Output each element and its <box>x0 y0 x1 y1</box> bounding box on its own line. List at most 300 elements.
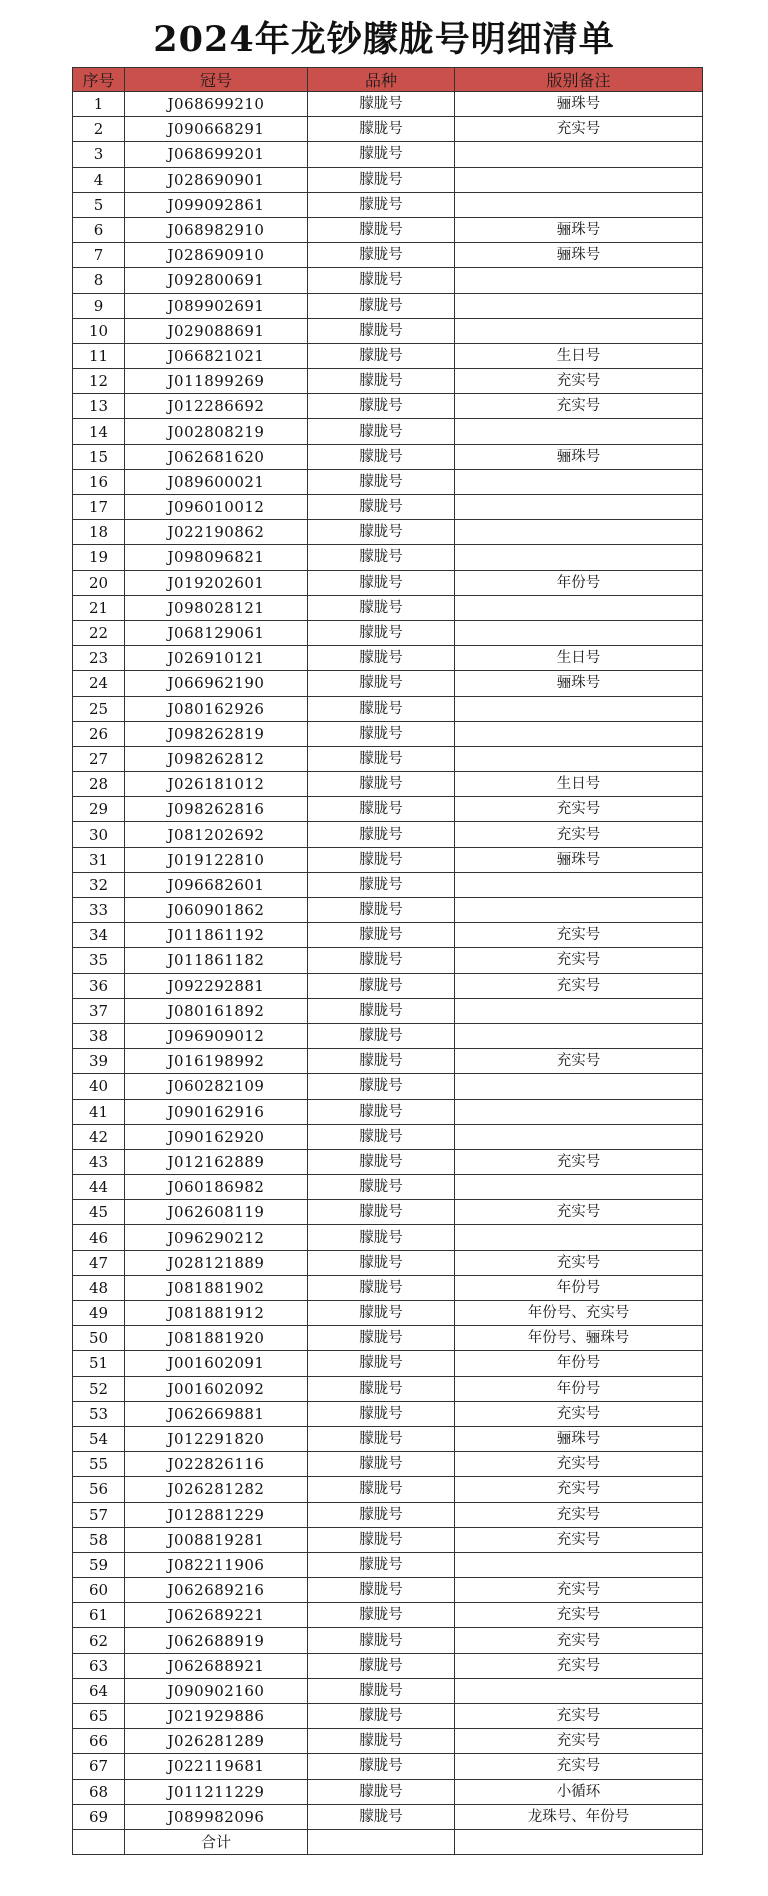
cell-variety: 朦胧号 <box>308 1452 455 1477</box>
cell-code: J090162920 <box>125 1124 308 1149</box>
cell-variety: 朦胧号 <box>308 1552 455 1577</box>
cell-code: J026910121 <box>125 646 308 671</box>
cell-serial: 36 <box>73 973 125 998</box>
cell-note <box>455 142 703 167</box>
cell-note: 充实号 <box>455 1578 703 1603</box>
cell-serial: 28 <box>73 772 125 797</box>
table-row <box>73 1225 703 1250</box>
cell-variety: 朦胧号 <box>308 343 455 368</box>
cell-note: 充实号 <box>455 1527 703 1552</box>
cell-variety: 朦胧号 <box>308 1754 455 1779</box>
cell-variety: 朦胧号 <box>308 419 455 444</box>
cell-note: 充实号 <box>455 1704 703 1729</box>
cell-code: J062608119 <box>125 1200 308 1225</box>
cell-serial: 24 <box>73 671 125 696</box>
cell-serial: 58 <box>73 1527 125 1552</box>
table-row <box>73 117 703 142</box>
page-title: 2024年龙钞朦胧号明细清单 <box>153 19 615 60</box>
cell-serial: 40 <box>73 1074 125 1099</box>
table-row <box>73 1250 703 1275</box>
cell-note: 骊珠号 <box>455 671 703 696</box>
cell-note <box>455 1225 703 1250</box>
cell-serial: 53 <box>73 1401 125 1426</box>
cell-serial: 9 <box>73 293 125 318</box>
cell-serial: 21 <box>73 595 125 620</box>
table-row <box>73 469 703 494</box>
table-row <box>73 1074 703 1099</box>
cell-variety: 朦胧号 <box>308 192 455 217</box>
table-row <box>73 520 703 545</box>
table-row <box>73 1401 703 1426</box>
cell-serial: 11 <box>73 343 125 368</box>
cell-variety: 朦胧号 <box>308 772 455 797</box>
cell-code: J089982096 <box>125 1804 308 1829</box>
cell-serial: 47 <box>73 1250 125 1275</box>
cell-variety: 朦胧号 <box>308 1049 455 1074</box>
cell-note: 骊珠号 <box>455 243 703 268</box>
cell-variety: 朦胧号 <box>308 1578 455 1603</box>
cell-code: J011899269 <box>125 369 308 394</box>
cell-code: J098028121 <box>125 595 308 620</box>
table-row <box>73 847 703 872</box>
cell-serial: 12 <box>73 369 125 394</box>
cell-serial: 62 <box>73 1628 125 1653</box>
cell-note: 生日号 <box>455 343 703 368</box>
cell-note <box>455 1552 703 1577</box>
cell-serial: 29 <box>73 797 125 822</box>
total-label: 合计 <box>125 1829 308 1854</box>
cell-note <box>455 1023 703 1048</box>
table-row <box>73 243 703 268</box>
cell-variety: 朦胧号 <box>308 268 455 293</box>
cell-code: J011211229 <box>125 1779 308 1804</box>
cell-code: J028690910 <box>125 243 308 268</box>
cell-serial: 6 <box>73 217 125 242</box>
total-variety-cell <box>308 1829 455 1854</box>
cell-variety: 朦胧号 <box>308 520 455 545</box>
cell-note: 年份号、骊珠号 <box>455 1326 703 1351</box>
cell-serial: 44 <box>73 1175 125 1200</box>
cell-variety: 朦胧号 <box>308 671 455 696</box>
cell-code: J062688919 <box>125 1628 308 1653</box>
cell-code: J082211906 <box>125 1552 308 1577</box>
table-row <box>73 872 703 897</box>
table-row <box>73 998 703 1023</box>
table-row <box>73 167 703 192</box>
total-note-cell <box>455 1829 703 1854</box>
table-row <box>73 268 703 293</box>
cell-variety: 朦胧号 <box>308 117 455 142</box>
cell-variety: 朦胧号 <box>308 898 455 923</box>
cell-serial: 33 <box>73 898 125 923</box>
cell-code: J090162916 <box>125 1099 308 1124</box>
cell-serial: 67 <box>73 1754 125 1779</box>
cell-code: J001602092 <box>125 1376 308 1401</box>
cell-code: J081881902 <box>125 1275 308 1300</box>
cell-variety: 朦胧号 <box>308 1603 455 1628</box>
cell-note <box>455 1099 703 1124</box>
table-row <box>73 948 703 973</box>
cell-variety: 朦胧号 <box>308 797 455 822</box>
table-row <box>73 1023 703 1048</box>
cell-variety: 朦胧号 <box>308 1729 455 1754</box>
cell-variety: 朦胧号 <box>308 1074 455 1099</box>
cell-code: J062669881 <box>125 1401 308 1426</box>
cell-variety: 朦胧号 <box>308 1653 455 1678</box>
cell-note: 充实号 <box>455 394 703 419</box>
cell-code: J068982910 <box>125 217 308 242</box>
cell-serial: 5 <box>73 192 125 217</box>
cell-variety: 朦胧号 <box>308 293 455 318</box>
table-row <box>73 1099 703 1124</box>
cell-serial: 46 <box>73 1225 125 1250</box>
table-row <box>73 595 703 620</box>
cell-note: 年份号 <box>455 1275 703 1300</box>
cell-variety: 朦胧号 <box>308 1200 455 1225</box>
cell-code: J026281282 <box>125 1477 308 1502</box>
cell-code: J098262812 <box>125 746 308 771</box>
cell-note <box>455 293 703 318</box>
cell-code: J090902160 <box>125 1678 308 1703</box>
table-row <box>73 1426 703 1451</box>
cell-variety: 朦胧号 <box>308 1250 455 1275</box>
cell-code: J029088691 <box>125 318 308 343</box>
cell-serial: 2 <box>73 117 125 142</box>
cell-serial: 55 <box>73 1452 125 1477</box>
cell-serial: 56 <box>73 1477 125 1502</box>
cell-code: J012881229 <box>125 1502 308 1527</box>
total-row <box>73 1829 703 1854</box>
table-body <box>73 92 703 1830</box>
table-row <box>73 394 703 419</box>
cell-note: 充实号 <box>455 117 703 142</box>
table-row <box>73 1754 703 1779</box>
cell-variety: 朦胧号 <box>308 1628 455 1653</box>
cell-serial: 8 <box>73 268 125 293</box>
cell-code: J099092861 <box>125 192 308 217</box>
table-row <box>73 1804 703 1829</box>
cell-note <box>455 620 703 645</box>
cell-note: 充实号 <box>455 1653 703 1678</box>
cell-note: 骊珠号 <box>455 217 703 242</box>
table-row <box>73 1527 703 1552</box>
cell-note: 充实号 <box>455 1049 703 1074</box>
cell-note: 小循环 <box>455 1779 703 1804</box>
cell-variety: 朦胧号 <box>308 318 455 343</box>
cell-serial: 4 <box>73 167 125 192</box>
table-row <box>73 620 703 645</box>
cell-variety: 朦胧号 <box>308 620 455 645</box>
cell-serial: 15 <box>73 444 125 469</box>
cell-variety: 朦胧号 <box>308 973 455 998</box>
cell-code: J081202692 <box>125 822 308 847</box>
cell-variety: 朦胧号 <box>308 822 455 847</box>
table-row <box>73 92 703 117</box>
table-row <box>73 192 703 217</box>
cell-note: 骊珠号 <box>455 1426 703 1451</box>
cell-code: J016198992 <box>125 1049 308 1074</box>
table-row <box>73 1124 703 1149</box>
cell-code: J092800691 <box>125 268 308 293</box>
cell-code: J096909012 <box>125 1023 308 1048</box>
table-row <box>73 1376 703 1401</box>
cell-variety: 朦胧号 <box>308 1678 455 1703</box>
cell-code: J012162889 <box>125 1149 308 1174</box>
cell-note <box>455 545 703 570</box>
cell-variety: 朦胧号 <box>308 1804 455 1829</box>
cell-variety: 朦胧号 <box>308 243 455 268</box>
cell-code: J008819281 <box>125 1527 308 1552</box>
cell-note: 年份号 <box>455 1351 703 1376</box>
cell-code: J081881920 <box>125 1326 308 1351</box>
header-serial: 序号 <box>73 68 125 92</box>
cell-serial: 25 <box>73 696 125 721</box>
cell-note <box>455 192 703 217</box>
cell-serial: 49 <box>73 1301 125 1326</box>
cell-serial: 27 <box>73 746 125 771</box>
table-row <box>73 1275 703 1300</box>
cell-variety: 朦胧号 <box>308 1023 455 1048</box>
table-row <box>73 721 703 746</box>
cell-note: 生日号 <box>455 772 703 797</box>
cell-note: 年份号 <box>455 570 703 595</box>
cell-variety: 朦胧号 <box>308 847 455 872</box>
cell-serial: 16 <box>73 469 125 494</box>
cell-variety: 朦胧号 <box>308 1779 455 1804</box>
cell-serial: 3 <box>73 142 125 167</box>
cell-note <box>455 595 703 620</box>
cell-note: 骊珠号 <box>455 444 703 469</box>
cell-serial: 7 <box>73 243 125 268</box>
cell-variety: 朦胧号 <box>308 1502 455 1527</box>
cell-variety: 朦胧号 <box>308 444 455 469</box>
cell-note <box>455 419 703 444</box>
cell-serial: 31 <box>73 847 125 872</box>
cell-serial: 52 <box>73 1376 125 1401</box>
cell-code: J098262816 <box>125 797 308 822</box>
table-row <box>73 1578 703 1603</box>
table-row <box>73 545 703 570</box>
cell-code: J060282109 <box>125 1074 308 1099</box>
cell-variety: 朦胧号 <box>308 872 455 897</box>
cell-code: J012286692 <box>125 394 308 419</box>
table-row <box>73 343 703 368</box>
cell-serial: 68 <box>73 1779 125 1804</box>
cell-note: 充实号 <box>455 1628 703 1653</box>
cell-note: 充实号 <box>455 1452 703 1477</box>
table-row <box>73 898 703 923</box>
cell-serial: 41 <box>73 1099 125 1124</box>
cell-variety: 朦胧号 <box>308 1149 455 1174</box>
cell-variety: 朦胧号 <box>308 92 455 117</box>
total-serial-cell <box>73 1829 125 1854</box>
cell-note: 充实号 <box>455 1502 703 1527</box>
table-row <box>73 797 703 822</box>
cell-note <box>455 1124 703 1149</box>
table-row <box>73 369 703 394</box>
cell-code: J028690901 <box>125 167 308 192</box>
cell-code: J026281289 <box>125 1729 308 1754</box>
cell-code: J022190862 <box>125 520 308 545</box>
table-row <box>73 495 703 520</box>
cell-variety: 朦胧号 <box>308 1376 455 1401</box>
cell-serial: 39 <box>73 1049 125 1074</box>
cell-variety: 朦胧号 <box>308 1351 455 1376</box>
cell-serial: 65 <box>73 1704 125 1729</box>
cell-variety: 朦胧号 <box>308 469 455 494</box>
cell-serial: 42 <box>73 1124 125 1149</box>
cell-serial: 18 <box>73 520 125 545</box>
cell-note: 充实号 <box>455 369 703 394</box>
cell-variety: 朦胧号 <box>308 217 455 242</box>
cell-variety: 朦胧号 <box>308 1099 455 1124</box>
table-row <box>73 1452 703 1477</box>
table-row <box>73 444 703 469</box>
table-row <box>73 293 703 318</box>
cell-note <box>455 721 703 746</box>
table-row <box>73 746 703 771</box>
table-row <box>73 1628 703 1653</box>
cell-variety: 朦胧号 <box>308 1326 455 1351</box>
table-row <box>73 1175 703 1200</box>
cell-code: J080161892 <box>125 998 308 1023</box>
cell-code: J011861192 <box>125 923 308 948</box>
cell-variety: 朦胧号 <box>308 948 455 973</box>
cell-variety: 朦胧号 <box>308 394 455 419</box>
cell-variety: 朦胧号 <box>308 1225 455 1250</box>
cell-code: J062688921 <box>125 1653 308 1678</box>
cell-note: 充实号 <box>455 797 703 822</box>
cell-note <box>455 898 703 923</box>
cell-code: J026181012 <box>125 772 308 797</box>
cell-code: J090668291 <box>125 117 308 142</box>
cell-code: J096682601 <box>125 872 308 897</box>
cell-note: 充实号 <box>455 973 703 998</box>
cell-serial: 19 <box>73 545 125 570</box>
cell-serial: 1 <box>73 92 125 117</box>
cell-variety: 朦胧号 <box>308 545 455 570</box>
cell-code: J068699210 <box>125 92 308 117</box>
cell-variety: 朦胧号 <box>308 595 455 620</box>
cell-variety: 朦胧号 <box>308 495 455 520</box>
cell-note <box>455 167 703 192</box>
cell-note: 充实号 <box>455 923 703 948</box>
cell-code: J062681620 <box>125 444 308 469</box>
table-row <box>73 1552 703 1577</box>
cell-note: 充实号 <box>455 948 703 973</box>
cell-variety: 朦胧号 <box>308 1527 455 1552</box>
cell-serial: 17 <box>73 495 125 520</box>
header-note: 版别备注 <box>455 68 703 92</box>
cell-note: 充实号 <box>455 1401 703 1426</box>
cell-serial: 35 <box>73 948 125 973</box>
table-row <box>73 217 703 242</box>
table-row <box>73 1502 703 1527</box>
table-row <box>73 772 703 797</box>
table-row <box>73 318 703 343</box>
table-row <box>73 1729 703 1754</box>
cell-code: J092292881 <box>125 973 308 998</box>
cell-serial: 32 <box>73 872 125 897</box>
cell-variety: 朦胧号 <box>308 1124 455 1149</box>
cell-code: J019202601 <box>125 570 308 595</box>
table-row <box>73 1200 703 1225</box>
cell-note: 充实号 <box>455 1603 703 1628</box>
cell-code: J022119681 <box>125 1754 308 1779</box>
cell-note <box>455 998 703 1023</box>
cell-serial: 54 <box>73 1426 125 1451</box>
cell-note: 龙珠号、年份号 <box>455 1804 703 1829</box>
cell-note <box>455 495 703 520</box>
cell-note <box>455 746 703 771</box>
cell-serial: 14 <box>73 419 125 444</box>
cell-code: J096010012 <box>125 495 308 520</box>
table-row <box>73 646 703 671</box>
cell-code: J098096821 <box>125 545 308 570</box>
cell-code: J021929886 <box>125 1704 308 1729</box>
cell-variety: 朦胧号 <box>308 696 455 721</box>
cell-variety: 朦胧号 <box>308 167 455 192</box>
cell-code: J066821021 <box>125 343 308 368</box>
cell-serial: 60 <box>73 1578 125 1603</box>
cell-note <box>455 696 703 721</box>
cell-note <box>455 268 703 293</box>
cell-code: J089600021 <box>125 469 308 494</box>
cell-note <box>455 469 703 494</box>
cell-code: J022826116 <box>125 1452 308 1477</box>
cell-serial: 10 <box>73 318 125 343</box>
cell-code: J019122810 <box>125 847 308 872</box>
cell-serial: 20 <box>73 570 125 595</box>
cell-note <box>455 1074 703 1099</box>
cell-code: J060186982 <box>125 1175 308 1200</box>
cell-variety: 朦胧号 <box>308 1401 455 1426</box>
header-variety: 品种 <box>308 68 455 92</box>
table-row <box>73 1477 703 1502</box>
cell-code: J068699201 <box>125 142 308 167</box>
cell-variety: 朦胧号 <box>308 570 455 595</box>
cell-variety: 朦胧号 <box>308 1275 455 1300</box>
cell-code: J002808219 <box>125 419 308 444</box>
cell-code: J011861182 <box>125 948 308 973</box>
cell-note: 年份号 <box>455 1376 703 1401</box>
table-row <box>73 1678 703 1703</box>
cell-note: 充实号 <box>455 1149 703 1174</box>
cell-note: 骊珠号 <box>455 847 703 872</box>
table-row <box>73 822 703 847</box>
cell-code: J068129061 <box>125 620 308 645</box>
cell-serial: 50 <box>73 1326 125 1351</box>
table-row <box>73 973 703 998</box>
table-row <box>73 1049 703 1074</box>
cell-serial: 22 <box>73 620 125 645</box>
table-row <box>73 1149 703 1174</box>
cell-serial: 37 <box>73 998 125 1023</box>
cell-code: J062689221 <box>125 1603 308 1628</box>
cell-serial: 38 <box>73 1023 125 1048</box>
cell-variety: 朦胧号 <box>308 721 455 746</box>
cell-variety: 朦胧号 <box>308 1477 455 1502</box>
cell-note: 充实号 <box>455 1729 703 1754</box>
cell-variety: 朦胧号 <box>308 1426 455 1451</box>
cell-serial: 63 <box>73 1653 125 1678</box>
cell-note <box>455 1175 703 1200</box>
cell-note <box>455 318 703 343</box>
cell-variety: 朦胧号 <box>308 142 455 167</box>
cell-note <box>455 520 703 545</box>
cell-note: 充实号 <box>455 1200 703 1225</box>
cell-note <box>455 1678 703 1703</box>
